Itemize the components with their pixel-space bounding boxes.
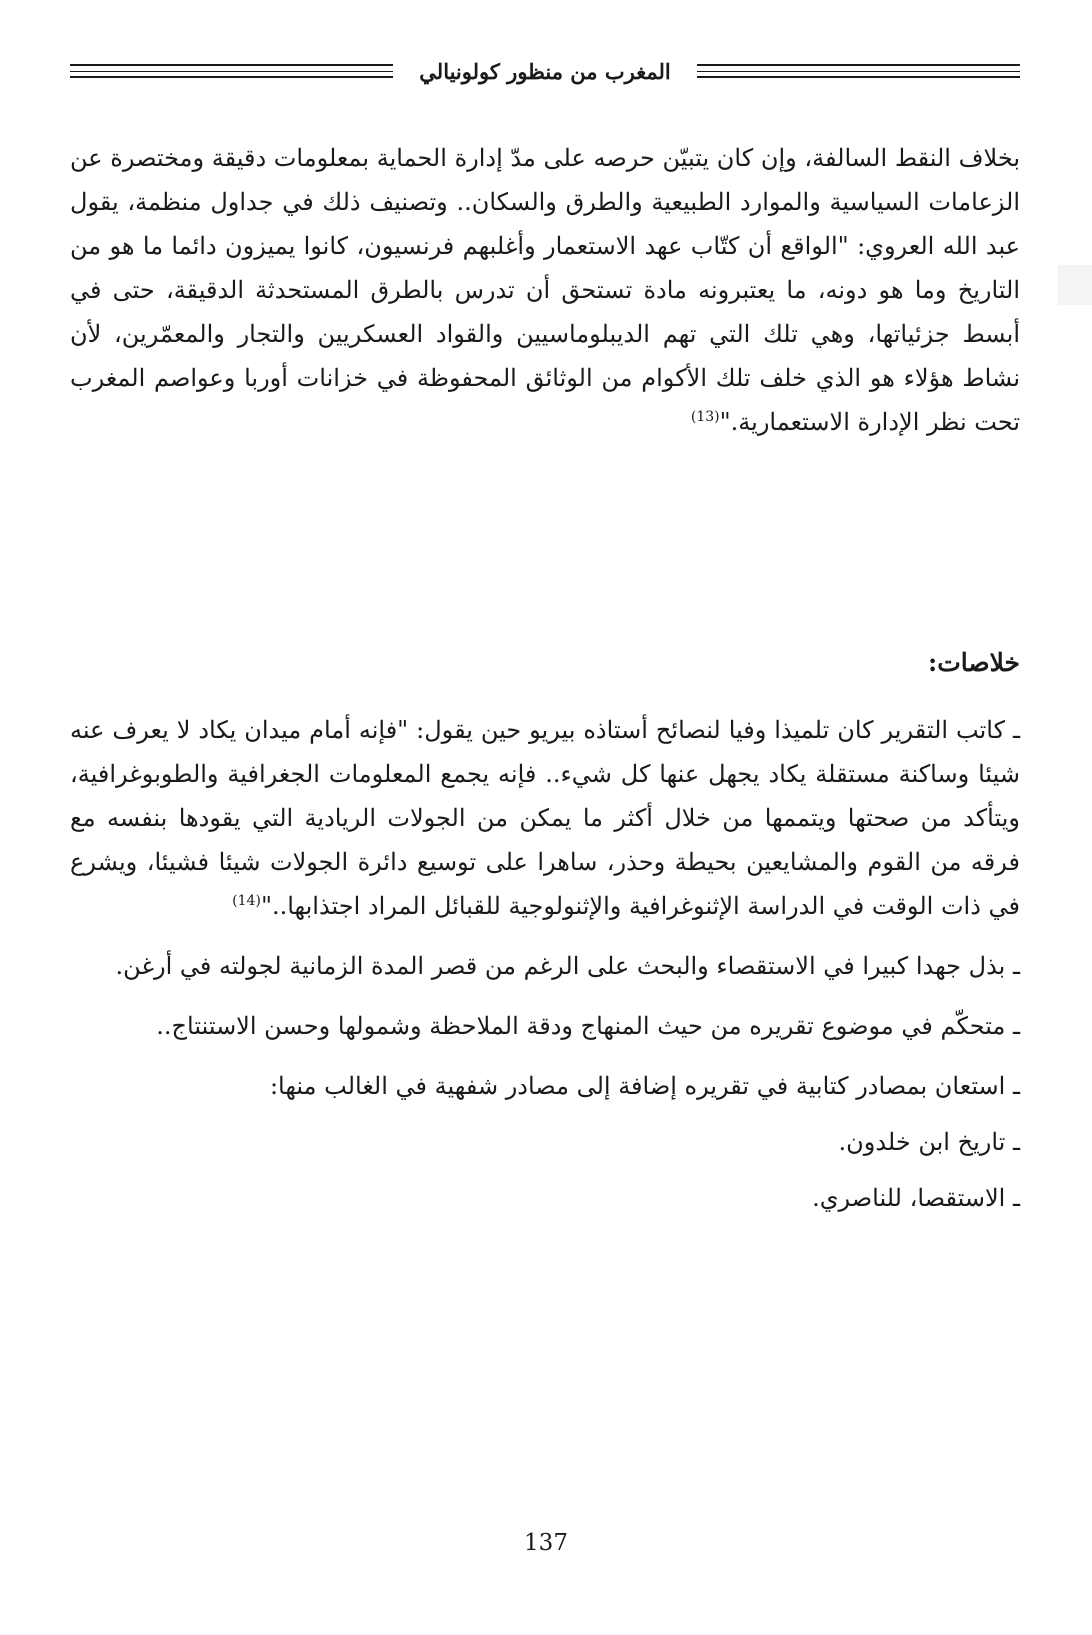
running-header — [70, 54, 1020, 88]
header-title: المغرب من منظور كولونيالي — [419, 58, 671, 84]
summary-item-3: ـ متحكّم في موضوع تقريره من حيث المنهاج ودقة الملاحظة وشمولها وحسن الاستنتاج.. — [156, 1012, 1020, 1040]
list-item — [70, 1120, 1020, 1164]
source-item-2: ـ الاستقصا، للناصري. — [812, 1184, 1020, 1212]
paragraph-text: بخلاف النقط السالفة، وإن كان يتبيّن حرصه على مدّ إدارة الحماية بمعلومات دقيقة ومختصرة عن الزعامات السياسية والموارد الطبيعية والطرق والسكان.. وتصنيف ذلك في جداول منظمة، يقول عبد الله العروي: "الواقع أن كتّاب عهد الاستعمار وأغلبهم فرنسيون، كانوا يميزون دائما ما هو من التاريخ وما هو دونه، ما يعتبرونه مادة تستحق أن تدرس بالطرق المستحدثة الدقيقة، حتى في أبسط جزئياتها، وهي تلك التي تهم الديبلوماسيين والقواد العسكريين والتجار والمعمّرين، لأن نشاط هؤلاء هو الذي خلف تلك الأكوام من الوثائق المحفوظة في خزانات أوربا وعواصم المغرب تحت نظر الإدارة الاستعمارية." — [70, 144, 1021, 436]
page-number: 137 — [524, 1530, 568, 1556]
header-rule-right — [697, 64, 1020, 78]
list-item — [70, 944, 1020, 988]
body-paragraph — [70, 136, 1020, 444]
list-item — [70, 708, 1020, 928]
list-item — [70, 1176, 1020, 1220]
summary-item-2: ـ بذل جهدا كبيرا في الاستقصاء والبحث على الرغم من قصر المدة الزمانية لجولته في أرغن. — [115, 952, 1020, 980]
summary-list — [70, 708, 1020, 1232]
footnote-ref-14: (14) — [232, 893, 261, 909]
scan-shadow — [1058, 265, 1092, 305]
list-item — [70, 1004, 1020, 1048]
summary-item-4: ـ استعان بمصادر كتابية في تقريره إضافة إلى مصادر شفهية في الغالب منها: — [269, 1072, 1020, 1100]
section-heading: خلاصات: — [928, 648, 1020, 677]
header-rule-left — [70, 64, 393, 78]
footnote-ref-13: (13) — [690, 409, 720, 425]
summary-item-1: ـ كاتب التقرير كان تلميذا وفيا لنصائح أستاذه بيريو حين يقول: "فإنه أمام ميدان يكاد لا يعرف عنه شيئا وساكنة مستقلة يكاد يجهل عنها كل شيء.. فإنه يجمع المعلومات الجغرافية والطوبوغرافية، ويتأكد من صحتها ويتممها من خلال أكثر ما يمكن من الجولات الريادية التي يقودها بنفسه مع فرقه من القوم والمشايعين بحيطة وحذر، ساهرا على توسيع دائرة الجولات شيئا فشيئا، ويشرع في ذات الوقت في الدراسة الإثنوغرافية والإثنولوجية للقبائل المراد اجتذابها.." — [70, 716, 1021, 920]
list-item — [70, 1064, 1020, 1108]
source-item-1: ـ تاريخ ابن خلدون. — [838, 1128, 1020, 1156]
